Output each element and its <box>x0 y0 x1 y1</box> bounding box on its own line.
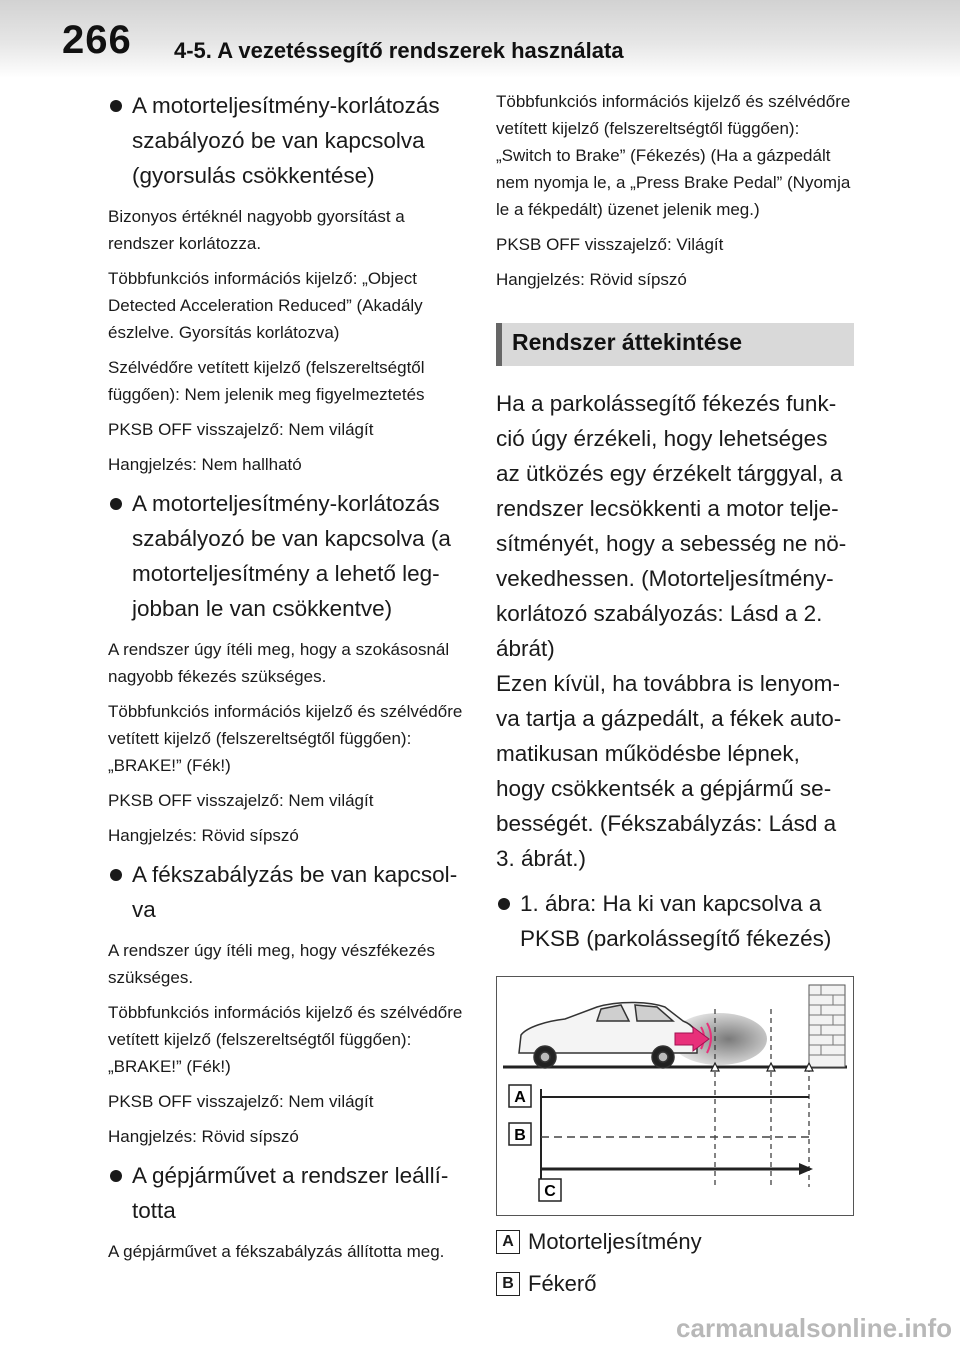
legend-item <box>496 1226 854 1258</box>
label-a: A <box>514 1089 526 1106</box>
paragraph: Hangjelzés: Rövid sípszó <box>108 1127 299 1146</box>
label-b: B <box>514 1127 526 1144</box>
paragraph: A rendszer úgy ítéli meg, hogy a szokásosnál nagyobb fékezés szükséges. <box>108 640 450 686</box>
bullet-dot-icon <box>110 100 122 112</box>
heading-accent-bar <box>496 323 502 366</box>
paragraph: A rendszer úgy ítéli meg, hogy vészfékezés szükséges. <box>108 941 435 987</box>
legend-key: B <box>496 1272 520 1296</box>
paragraph: Hangjelzés: Rövid sípszó <box>108 826 299 845</box>
pksb-figure <box>496 976 854 1216</box>
paragraph: PKSB OFF visszajelző: Nem világít <box>108 791 374 810</box>
paragraph: Többfunkciós információs kijelző és szélvédőre vetített kijelző (felszereltségtől függően): „BRAKE!” (Fék!) <box>108 702 463 775</box>
paragraph: PKSB OFF visszajelző: Nem világít <box>108 1092 374 1111</box>
bullet-item <box>108 88 468 193</box>
page-number: 266 <box>62 18 132 62</box>
bullet-item <box>108 486 468 626</box>
watermark: carmanualsonline.info <box>676 1313 952 1343</box>
paragraph: Bizonyos értéknél nagyobb gyorsítást a rendszer korlátozza. <box>108 207 405 253</box>
section-heading-text: Rendszer áttekintése <box>512 329 743 355</box>
paragraph: PKSB OFF visszajelző: Nem világít <box>108 420 374 439</box>
body-paragraph: Ezen kívül, ha továbbra is lenyomva tartja a gázpedált, a fékek automatikusan működésbe lépnek, hogy csökkentsék a gépjármű sebességét. (Fékszabályzás: Lásd a 3. ábrát.) <box>496 671 842 871</box>
bullet-dot-icon <box>110 869 122 881</box>
bullet-dot-icon <box>110 498 122 510</box>
section-title: 4-5. A vezetéssegítő rendszerek használata <box>174 38 624 63</box>
body-paragraph: Ha a parkolássegítő fékezés funkció úgy érzékeli, hogy lehetséges az ütközés egy érzékelt tárggyal, a rendszer lecsökkenti a motor teljesítményét, hogy a sebesség ne növekedhessen. (Motorteljesítmény-korlátozó szabályozás: Lásd a 2. ábrát) <box>496 391 847 661</box>
paragraph: A gépjárművet a fékszabályzás állította meg. <box>108 1242 445 1261</box>
bullet-title: A motorteljesítmény-korlátozás szabályozó be van kapcsolva (a motorteljesítmény a lehető legjobban le van csökkentve) <box>132 491 451 621</box>
label-b-box <box>509 1123 531 1145</box>
bullet-dot-icon <box>110 1170 122 1182</box>
legend-text: Fékerő <box>528 1271 597 1296</box>
bullet-title: A motorteljesítmény-korlátozás szabályozó be van kapcsolva (gyorsulás csökkentése) <box>132 93 440 188</box>
label-c-box <box>539 1179 561 1201</box>
label-c: C <box>544 1183 556 1200</box>
car-icon <box>519 1003 697 1069</box>
label-a-box <box>509 1085 531 1107</box>
bullet-title: 1. ábra: Ha ki van kapcsolva a PKSB (parkolássegítő fékezés) <box>520 891 832 951</box>
brick-wall-icon <box>809 985 845 1067</box>
paragraph: PKSB OFF visszajelző: Világít <box>496 235 724 254</box>
section-heading <box>496 323 854 366</box>
bullet-item <box>496 886 854 956</box>
paragraph: Hangjelzés: Nem hallható <box>108 455 302 474</box>
paragraph: Szélvédőre vetített kijelző (felszereltségtől függően): Nem jelenik meg figyelmeztetés <box>108 358 425 404</box>
paragraph: Többfunkciós információs kijelző és szélvédőre vetített kijelző (felszereltségtől függően): „Switch to Brake” (Fékezés) (Ha a gázpedált nem nyomja le, a „Press Brake Pedal” (Nyomja le a fékpedált) üzenet jelenik meg.) <box>496 92 851 219</box>
legend-item <box>496 1268 854 1300</box>
paragraph: Többfunkciós információs kijelző és szélvédőre vetített kijelző (felszereltségtől függően): „BRAKE!” (Fék!) <box>108 1003 463 1076</box>
left-column <box>108 88 468 1273</box>
bullet-title: A fékszabályzás be van kapcsolva <box>132 862 458 922</box>
paragraph: Hangjelzés: Rövid sípszó <box>496 270 687 289</box>
right-column <box>496 88 854 1310</box>
bullet-item <box>108 1158 468 1228</box>
bullet-title: A gépjárművet a rendszer leállította <box>132 1163 449 1223</box>
paragraph: Többfunkciós információs kijelző: „Object Detected Acceleration Reduced” (Akadály észlelve. Gyorsítás korlátozva) <box>108 269 423 342</box>
bullet-item <box>108 857 468 927</box>
pksb-diagram <box>497 977 853 1215</box>
legend-key: A <box>496 1230 520 1254</box>
bullet-dot-icon <box>498 898 510 910</box>
x-axis-arrowhead <box>799 1163 813 1175</box>
legend-text: Motorteljesítmény <box>528 1229 702 1254</box>
